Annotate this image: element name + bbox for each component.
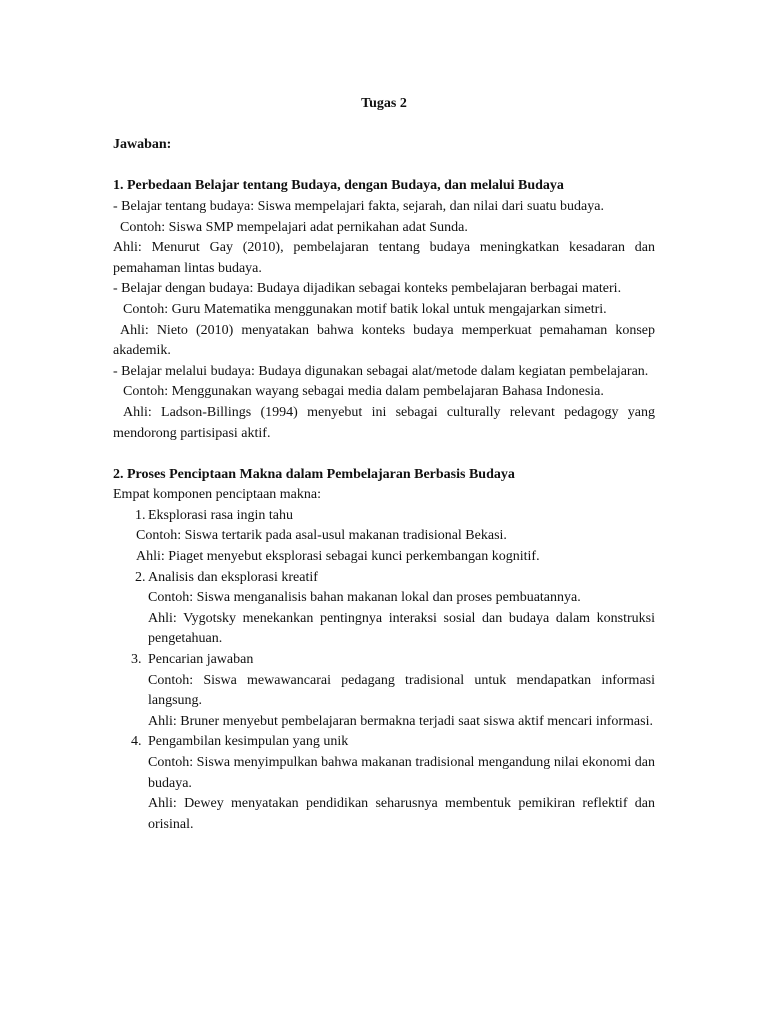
section1-line: Contoh: Guru Matematika menggunakan motif batik lokal untuk mengajarkan simetri. xyxy=(123,301,607,317)
list-item-label: Pengambilan kesimpulan yang unik xyxy=(148,734,349,750)
section1-line: - Belajar tentang budaya: Siswa mempelajari fakta, sejarah, dan nilai dari suatu budaya. xyxy=(113,198,604,214)
list-item-number: 4. xyxy=(131,734,142,750)
list-item xyxy=(113,650,655,732)
section2-intro: Empat komponen penciptaan makna: xyxy=(113,487,321,503)
document-body xyxy=(113,94,655,835)
document-title: Tugas 2 xyxy=(361,96,407,111)
list-item-ahli: Ahli: Vygotsky menekankan pentingnya interaksi sosial dan budaya dalam konstruksi pengetahuan. xyxy=(148,610,655,647)
list-item-ahli: Ahli: Dewey menyatakan pendidikan seharusnya membentuk pemikiran reflektif dan orisinal. xyxy=(148,796,655,832)
list-item xyxy=(113,732,655,835)
list-item-label: Analisis dan eksplorasi kreatif xyxy=(148,569,318,585)
section1-line: Ahli: Menurut Gay (2010), pembelajaran tentang budaya meningkatkan kesadaran dan pemahaman lintas budaya. xyxy=(113,240,655,276)
list-item-contoh: Contoh: Siswa menyimpulkan bahwa makanan tradisional mengandung nilai ekonomi dan budaya. xyxy=(148,755,655,791)
list-item-label: Pencarian jawaban xyxy=(148,652,254,668)
list-item xyxy=(113,506,655,568)
list-item-contoh: Contoh: Siswa mewawancarai pedagang tradisional untuk mendapatkan informasi langsung. xyxy=(148,672,655,709)
list-item-contoh: Contoh: Siswa menganalisis bahan makanan lokal dan proses pembuatannya. xyxy=(148,590,581,606)
list-item-ahli: Ahli: Bruner menyebut pembelajaran bermakna terjadi saat siswa aktif mencari informasi. xyxy=(148,713,653,729)
section1-line: - Belajar melalui budaya: Budaya digunakan sebagai alat/metode dalam kegiatan pembelajaran. xyxy=(113,363,649,379)
section1-line: Contoh: Siswa SMP mempelajari adat pernikahan adat Sunda. xyxy=(120,219,468,235)
list-item-contoh: Contoh: Siswa tertarik pada asal-usul makanan tradisional Bekasi. xyxy=(136,528,507,544)
section1-line: Contoh: Menggunakan wayang sebagai media dalam pembelajaran Bahasa Indonesia. xyxy=(123,384,604,400)
list-item xyxy=(113,568,655,650)
list-item-ahli: Ahli: Piaget menyebut eksplorasi sebagai kunci perkembangan kognitif. xyxy=(136,549,540,565)
section1-line: - Belajar dengan budaya: Budaya dijadikan sebagai konteks pembelajaran berbagai materi. xyxy=(113,281,622,297)
list-item-number: 1. xyxy=(135,507,146,523)
list-item-number: 3. xyxy=(131,652,142,668)
section2-heading: 2. Proses Penciptaan Makna dalam Pembelajaran Berbasis Budaya xyxy=(113,466,515,482)
section1-heading: 1. Perbedaan Belajar tentang Budaya, dengan Budaya, dan melalui Budaya xyxy=(113,178,564,194)
section1-line: Ahli: Nieto (2010) menyatakan bahwa konteks budaya memperkuat pemahaman konsep akademik. xyxy=(113,322,655,359)
list-item-number: 2. xyxy=(135,569,146,585)
section1-line: Ahli: Ladson-Billings (1994) menyebut ini sebagai culturally relevant pedagogy yang mendorong partisipasi aktif. xyxy=(113,404,655,441)
list-item-label: Eksplorasi rasa ingin tahu xyxy=(148,507,294,523)
answer-label: Jawaban: xyxy=(113,137,172,153)
